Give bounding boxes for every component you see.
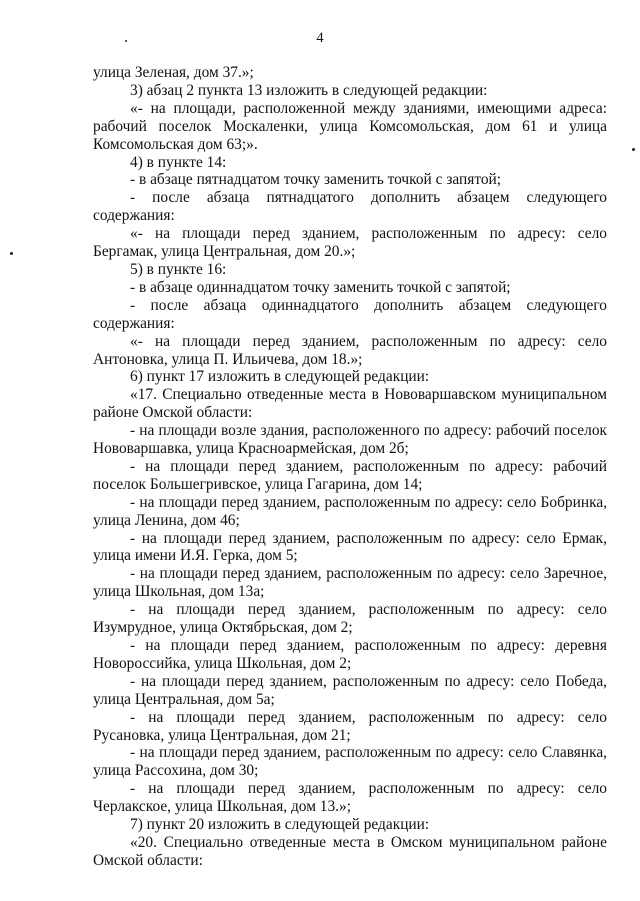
paragraph: 6) пункт 17 изложить в следующей редакции: [130, 368, 430, 386]
scan-speck [10, 252, 13, 255]
page-number: 4 [316, 30, 324, 46]
paragraph: 5) в пункте 16: [130, 260, 227, 278]
paragraph: 3) абзац 2 пункта 13 изложить в следующей редакции: [130, 81, 488, 99]
paragraph: - в абзаце пятнадцатом точку заменить точкой с запятой; [130, 171, 502, 189]
paragraph: - на площади перед зданием, расположенным по адресу: село Черлакское, улица Школьная, дом 13.»; [93, 780, 607, 816]
paragraph: «- на площади перед зданием, расположенным по адресу: село Антоновка, улица П. Ильичева, дом 18.»; [93, 332, 607, 368]
paragraph: - на площади перед зданием, расположенным по адресу: село Заречное, улица Школьная, дом 13а; [93, 565, 607, 601]
paragraph: - на площади перед зданием, расположенным по адресу: село Ермак, улица имени И.Я. Герка, дом 5; [93, 529, 607, 565]
paragraph: - на площади перед зданием, расположенным по адресу: деревня Новороссийка, улица Школьная, дом 2; [93, 637, 607, 672]
paragraph: «- на площади, расположенной между зданиями, имеющими адреса: рабочий поселок Москаленки, улица Комсомольская, дом 61 и улица Комсомольская дом 63;». [93, 99, 607, 153]
paragraph: - после абзаца пятнадцатого дополнить абзацем следующего содержания: [93, 189, 607, 225]
paragraph: - на площади перед зданием, расположенным по адресу: рабочий поселок Большегривское, улица Гагарина, дом 14; [93, 457, 607, 493]
scan-speck [125, 40, 127, 42]
paragraph: «- на площади перед зданием, расположенным по адресу: село Бергамак, улица Центральная, дом 20.»; [93, 225, 607, 261]
paragraph: - на площади перед зданием, расположенным по адресу: село Бобринка, улица Ленина, дом 46; [93, 493, 607, 529]
paragraph: «17. Специально отведенные места в Нововаршавском муниципальном районе Омской области: [93, 386, 607, 422]
paragraph: «20. Специально отведенные места в Омском муниципальном районе Омской области: [93, 833, 607, 869]
paragraph: - на площади перед зданием, расположенным по адресу: село Изумрудное, улица Октябрьская, дом 2; [93, 601, 607, 637]
paragraph: 7) пункт 20 изложить в следующей редакции: [130, 816, 430, 834]
paragraph: - на площади перед зданием, расположенным по адресу: село Русановка, улица Центральная, дом 21; [93, 708, 607, 744]
paragraph: - после абзаца одиннадцатого дополнить абзацем следующего содержания: [93, 296, 607, 332]
document-body [93, 64, 607, 870]
paragraph: - на площади возле здания, расположенного по адресу: рабочий поселок Нововаршавка, улица Красноармейская, дом 2б; [93, 422, 607, 458]
paragraph: улица Зеленая, дом 37.»; [93, 64, 254, 81]
paragraph: - в абзаце одиннадцатом точку заменить точкой с запятой; [130, 278, 511, 296]
paragraph: - на площади перед зданием, расположенным по адресу: село Победа, улица Центральная, дом 5а; [93, 672, 607, 708]
paragraph: 4) в пункте 14: [130, 153, 227, 171]
scan-speck [632, 148, 635, 151]
paragraph: - на площади перед зданием, расположенным по адресу: село Славянка, улица Рассохина, дом 30; [93, 744, 607, 780]
